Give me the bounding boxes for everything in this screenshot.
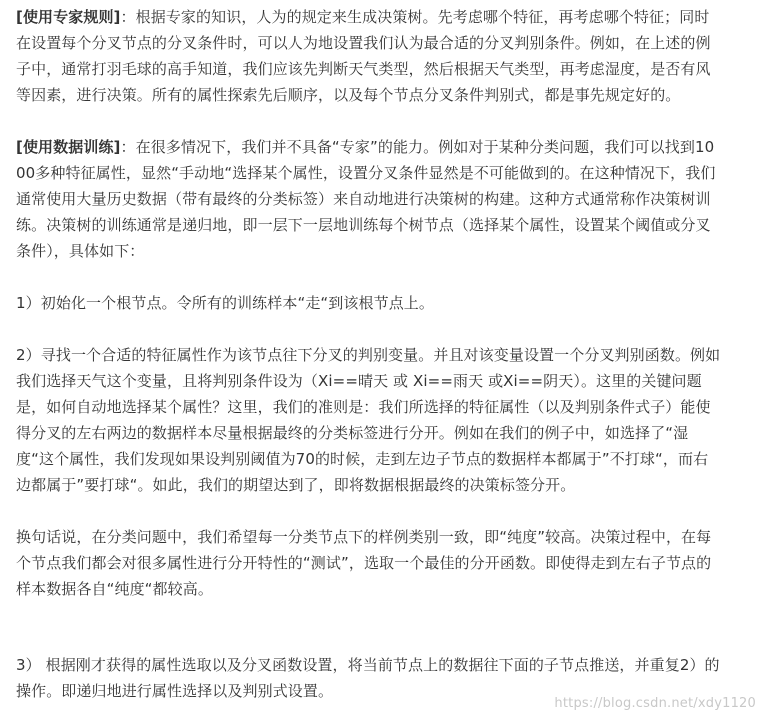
- paragraph-purity: 换句话说，在分类问题中，我们希望每一分类节点下的样例类别一致，即“纯度”较高。决策过程中，在每个节点我们都会对很多属性进行分开特性的“测试”，选取一个最佳的分开函数。即使得走到左右子节点的样本数据各自“纯度“都较高。: [16, 528, 712, 598]
- paragraph-spacer: [16, 316, 722, 342]
- paragraph-spacer: [16, 108, 722, 134]
- article-body: [16, 4, 722, 704]
- paragraph-expert-rules: [16, 4, 722, 108]
- paragraph-spacer: [16, 264, 722, 290]
- paragraph-data-training: [16, 134, 722, 264]
- data-training-heading: [使用数据训练]: [16, 138, 121, 156]
- data-training-text: ：在很多情况下，我们并不具备“专家”的能力。例如对于某种分类问题，我们可以找到1000多种特征属性，显然“手动地“选择某个属性，设置分叉条件显然是不可能做到的。在这种情况下，我们通常使用大量历史数据（带有最终的分类标签）来自动地进行决策树的构建。这种方式通常称作决策树训练。决策树的训练通常是递归地，即一层下一层地训练每个树节点（选择某个属性，设置某个阈值或分叉条件），具体如下：: [16, 138, 716, 260]
- watermark-url: https://blog.csdn.net/xdy1120: [554, 696, 756, 711]
- expert-rules-heading: [使用专家规则]: [16, 8, 121, 26]
- expert-rules-text: ：根据专家的知识，人为的规定来生成决策树。先考虑哪个特征，再考虑哪个特征；同时在设置每个分叉节点的分叉条件时，可以人为地设置我们认为最合适的分叉判别条件。例如，在上述的例子中，通常打羽毛球的高手知道，我们应该先判断天气类型，然后根据天气类型，再考虑湿度，是否有风等因素，进行决策。所有的属性探索先后顺序，以及每个节点分叉条件判别式，都是事先规定好的。: [16, 8, 711, 104]
- paragraph-spacer: [16, 602, 722, 652]
- paragraph-spacer: [16, 498, 722, 524]
- paragraph-step-1: 1）初始化一个根节点。令所有的训练样本“走“到该根节点上。: [16, 294, 434, 312]
- paragraph-step-2: 2）寻找一个合适的特征属性作为该节点往下分叉的判别变量。并且对该变量设置一个分叉判别函数。例如我们选择天气这个变量，且将判别条件设为（Xi==晴天 或 Xi==雨天 或Xi==阴天）。这里的关键问题是，如何自动地选择某个属性？这里，我们的准则是：我们所选择的特征属性（以及判别条件式子）能使得分叉的左右两边的数据样本尽量根据最终的分类标签进行分开。例如在我们的例子中，如选择了“湿度“这个属性，我们发现如果设判别阈值为70的时候，走到左边子节点的数据样本都属于”不打球“，而右边都属于”要打球“。如此，我们的期望达到了，即将数据根据最终的决策标签分开。: [16, 346, 721, 494]
- paragraph-step-3: 3） 根据刚才获得的属性选取以及分叉函数设置，将当前节点上的数据往下面的子节点推送，并重复2）的操作。即递归地进行属性选择以及判别式设置。: [16, 656, 720, 700]
